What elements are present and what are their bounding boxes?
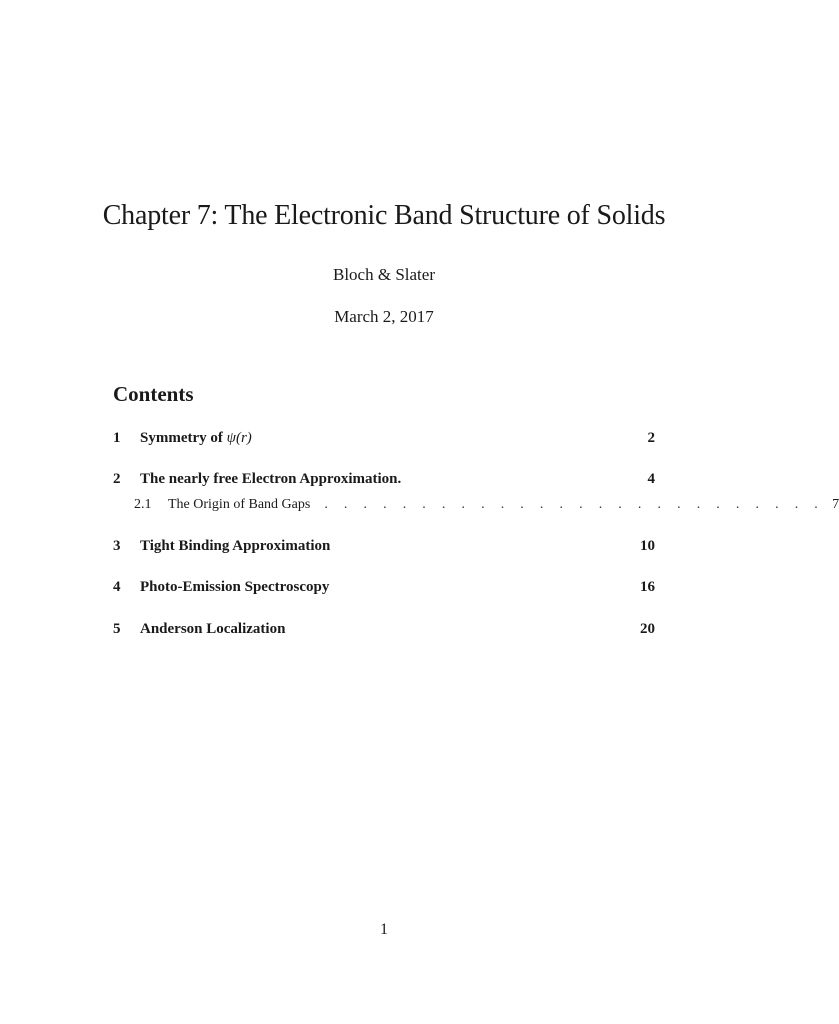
- toc-title: The nearly free Electron Approximation.: [140, 471, 402, 487]
- toc-number: 1: [113, 430, 121, 446]
- toc-number: 3: [113, 538, 121, 554]
- toc-title: Tight Binding Approximation: [140, 538, 331, 554]
- toc-number: 4: [113, 579, 121, 595]
- document-title: Chapter 7: The Electronic Band Structure of Solids: [102, 200, 666, 231]
- page-number: 1: [380, 921, 388, 938]
- toc-page-number: 10: [640, 538, 655, 554]
- toc-page-number: 2: [647, 430, 655, 446]
- toc-title: Photo-Emission Spectroscopy: [140, 579, 330, 595]
- toc-entry-4[interactable]: [113, 576, 655, 598]
- toc-number: 5: [113, 621, 121, 637]
- toc-leader-dots: . . . . . . . . . . . . . . . . . . . . . . . . . .: [324, 497, 825, 512]
- toc-page-number: 16: [640, 579, 655, 595]
- toc-page-number: 4: [647, 471, 655, 487]
- toc-number: 2.1: [134, 497, 152, 512]
- toc-entry-2-1[interactable]: [134, 494, 839, 516]
- toc-entry-5[interactable]: [113, 618, 655, 640]
- toc-title: Symmetry of ψ(r): [140, 430, 252, 446]
- toc-entry-1[interactable]: [113, 427, 655, 449]
- toc-entry-3[interactable]: [113, 535, 655, 557]
- document-author: Bloch & Slater: [333, 265, 435, 284]
- document-date: March 2, 2017: [334, 307, 434, 326]
- toc-page-number: 7: [832, 497, 839, 512]
- contents-heading: Contents: [113, 382, 194, 406]
- toc-title: Anderson Localization: [140, 621, 286, 637]
- toc-number: 2: [113, 471, 121, 487]
- toc-page-number: 20: [640, 621, 655, 637]
- toc-title: The Origin of Band Gaps: [168, 497, 311, 512]
- toc-entry-2[interactable]: [113, 468, 655, 490]
- psi-of-r-math: ψ(r): [226, 430, 252, 446]
